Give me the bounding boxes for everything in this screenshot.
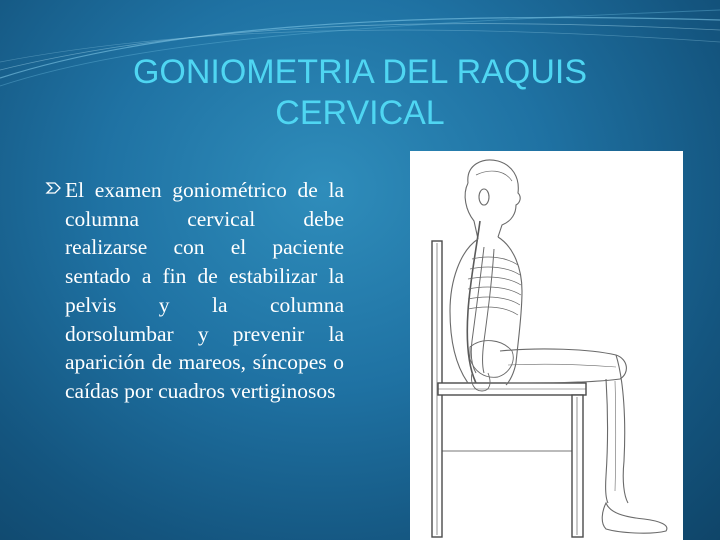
- title-line-1: GONIOMETRIA DEL RAQUIS: [132, 53, 588, 91]
- bullet-item: [44, 176, 344, 406]
- slide-title: [40, 52, 680, 134]
- hollow-arrow-bullet-icon: [44, 180, 66, 196]
- bullet-text: El examen goniométrico de la columna cervical debe realizarse con el paciente sentado a fin de estabilizar la pelvis y la columna dorsolumbar y prevenir la aparición de mareos, síncopes o caídas por cuadros vertiginosos: [65, 178, 344, 403]
- seated-anatomy-figure: [410, 151, 683, 540]
- title-line-2: CERVICAL: [275, 94, 445, 132]
- seated-anatomy-illustration-icon: [410, 151, 683, 540]
